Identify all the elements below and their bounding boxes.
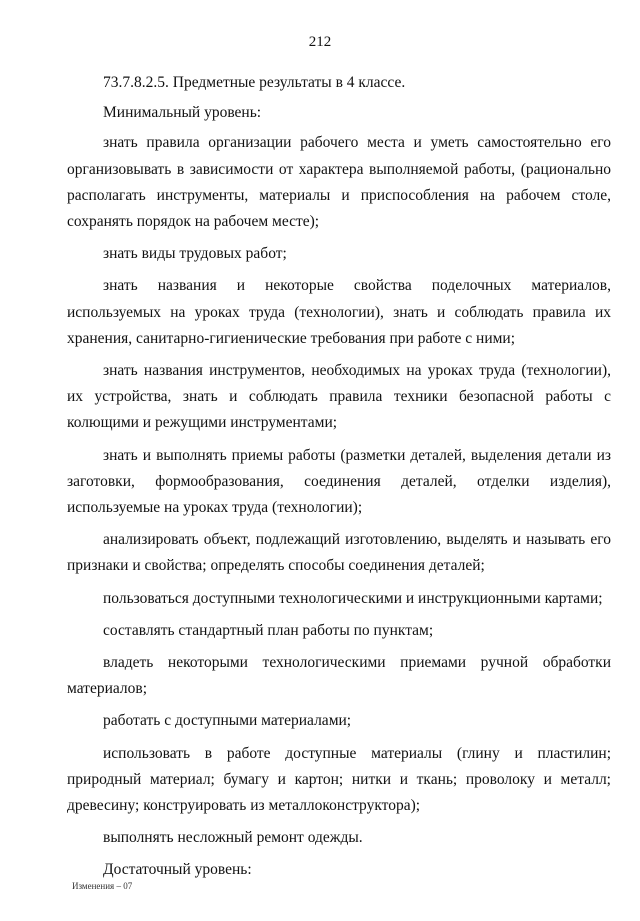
paragraph: пользоваться доступными технологическими и инструкционными картами; <box>103 589 603 607</box>
document-body <box>67 70 611 888</box>
paragraph: знать виды трудовых работ; <box>103 245 287 263</box>
footer-revision: Изменения – 07 <box>72 881 133 891</box>
page-number: 212 <box>308 34 332 50</box>
paragraph: выполнять несложный ремонт одежды. <box>103 829 363 847</box>
section-heading: 73.7.8.2.5. Предметные результаты в 4 классе. <box>103 74 406 91</box>
level-heading-minimal: Минимальный уровень: <box>103 104 262 122</box>
paragraph: работать с доступными материалами; <box>103 712 352 730</box>
paragraph: составлять стандартный план работы по пунктам; <box>103 621 434 639</box>
paragraph: знать правила организации рабочего места и уметь самостоятельно его организовывать в зависимости от характера выполняемой работы, (рационально располагать инструменты, материалы и приспособления на рабочем столе, сохранять порядок на рабочем месте); <box>67 134 611 231</box>
paragraph: знать и выполнять приемы работы (разметки деталей, выделения детали из заготовки, формообразования, соединения деталей, отделки изделия), используемые на уроках труда (технологии); <box>67 446 611 517</box>
paragraph: использовать в работе доступные материалы (глину и пластилин; природный материал; бумагу и картон; нитки и ткань; проволоку и металл; древесину; конструировать из металлоконструктора); <box>67 744 611 815</box>
paragraph: анализировать объект, подлежащий изготовлению, выделять и называть его признаки и свойства; определять способы соединения деталей; <box>67 531 611 575</box>
paragraph: знать названия инструментов, необходимых на уроках труда (технологии), их устройства, знать и соблюдать правила техники безопасной работы с колющими и режущими инструментами; <box>67 362 611 432</box>
level-heading-sufficient: Достаточный уровень: <box>103 861 252 879</box>
paragraph: владеть некоторыми технологическими приемами ручной обработки материалов; <box>67 654 611 698</box>
paragraph: знать названия и некоторые свойства поделочных материалов, используемых на уроках труда (технологии), знать и соблюдать правила их хранения, санитарно-гигиенические требования при работе с ними; <box>67 277 611 347</box>
